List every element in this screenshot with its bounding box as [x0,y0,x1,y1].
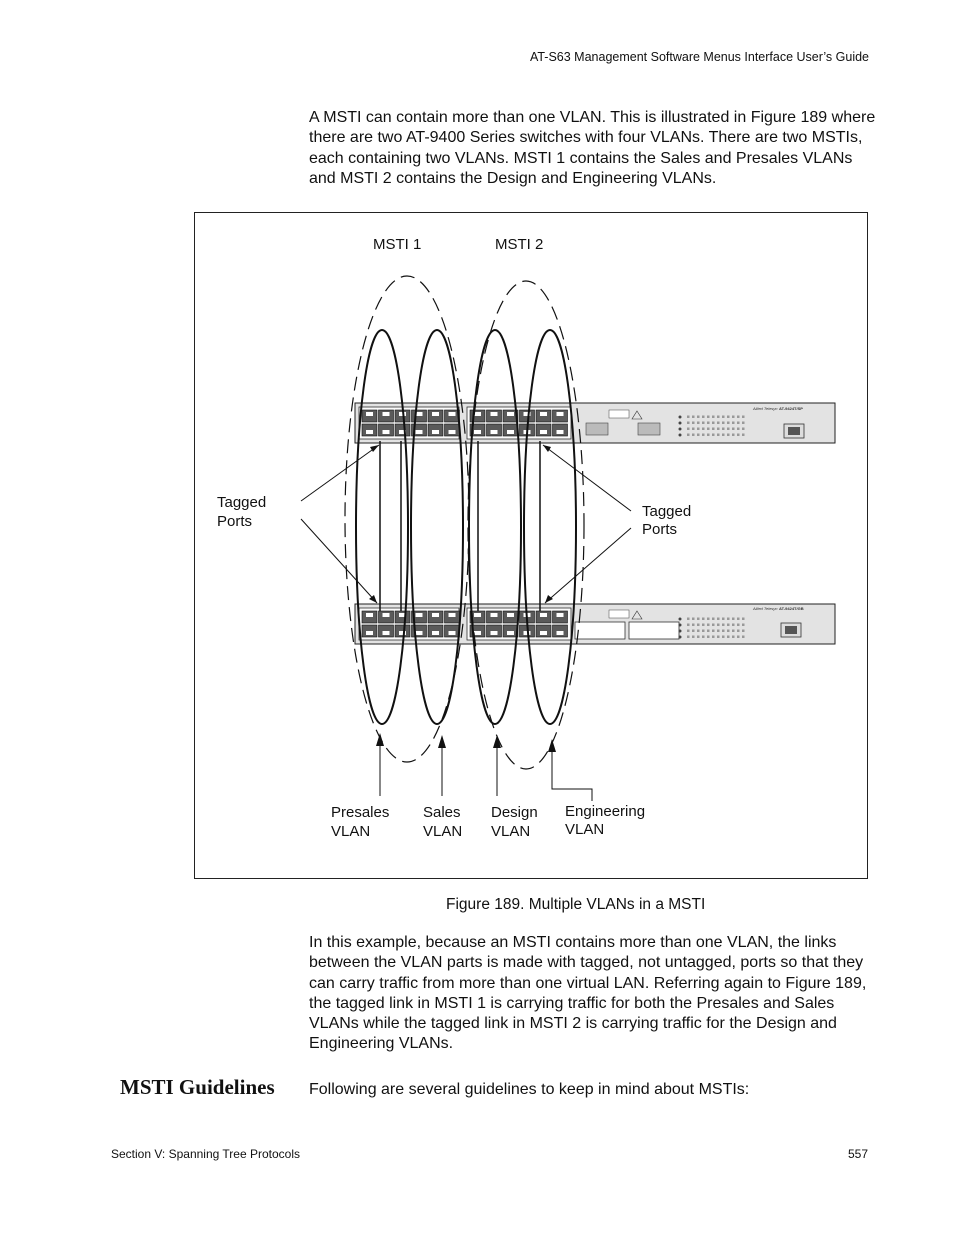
tagged-ports-left-line1: Tagged [217,494,267,511]
engineering-arrow [552,743,592,801]
presales-vlan-label-line2: VLAN [331,823,371,840]
tagged-pointer-right-bottom [545,528,631,603]
footer-section: Section V: Spanning Tree Protocols [111,1147,300,1161]
sales-vlan-ellipse [411,330,463,724]
status-led [679,434,682,437]
presales-vlan-label-line1: Presales [331,804,390,821]
msti2-label: MSTI 2 [495,236,544,253]
gbic-slot-2 [629,622,679,639]
figure-msti-vlans [194,212,868,879]
engineering-vlan-ellipse [524,330,576,724]
figure-caption: Figure 189. Multiple VLANs in a MSTI [446,896,706,913]
design-vlan-ellipse [469,330,521,724]
running-header: AT-S63 Management Software Menus Interface User’s Guide [529,50,869,64]
sfp-port-1 [586,423,608,435]
status-led [679,416,682,419]
status-led [679,624,682,627]
engineering-vlan-label-line1: Engineering [565,803,646,820]
status-led [679,428,682,431]
switch-top [355,403,835,443]
msti2-boundary [468,281,584,769]
engineering-vlan-label-line2: VLAN [565,821,605,838]
sales-vlan-label-line2: VLAN [423,823,463,840]
switch-bottom [355,604,835,644]
status-led [679,636,682,639]
page-number: 557 [847,1147,868,1161]
presales-vlan-ellipse [356,330,408,724]
status-led [679,630,682,633]
sales-vlan-label-line1: Sales [423,804,461,821]
design-vlan-label-line1: Design [491,804,538,821]
section-intro: Following are several guidelines to keep in mind about MSTIs: [309,1081,750,1098]
design-vlan-label-line2: VLAN [491,823,531,840]
bottom-brand-label: Allied Telesyn [753,606,778,611]
status-led [679,618,682,621]
tagged-ports-right-line1: Tagged [642,503,692,520]
tagged-ports-right-line2: Ports [642,521,678,538]
body-paragraph: In this example, because an MSTI contains more than one VLAN, the links between the VLAN parts is made with tagged, not untagged, ports so that they can carry traffic from more than one virtual LAN. Referring again to Figure 189, the tagged link in MSTI 1 is carrying traffic for both the Presales and Sales VLANs while the tagged link in MSTI 2 is carrying traffic for the Design and Engineering VLANs. [309,934,867,1053]
msti1-label: MSTI 1 [373,236,422,253]
tagged-pointer-left-bottom [301,519,377,603]
msti-diagram [195,213,869,880]
tagged-ports-left-line2: Ports [217,513,253,530]
tagged-pointer-right-top [543,445,631,511]
gbic-slot-1 [575,622,625,639]
top-model-label: AT-9424T/SP [779,406,803,411]
bottom-model-label: AT-9424T/GB [779,606,804,611]
tagged-pointer-left-top [301,445,379,501]
sfp-port-2 [638,423,660,435]
status-led [679,422,682,425]
intro-paragraph: A MSTI can contain more than one VLAN. This is illustrated in Figure 189 where there are two AT-9400 Series switches with four VLANs. There are two MSTIs, each containing two VLANs. MSTI 1 contains the Sales and Presales VLANs and MSTI 2 contains the Design and Engineering VLANs. [309,109,876,187]
section-heading: MSTI Guidelines [120,1075,275,1099]
top-brand-label: Allied Telesyn [753,406,778,411]
